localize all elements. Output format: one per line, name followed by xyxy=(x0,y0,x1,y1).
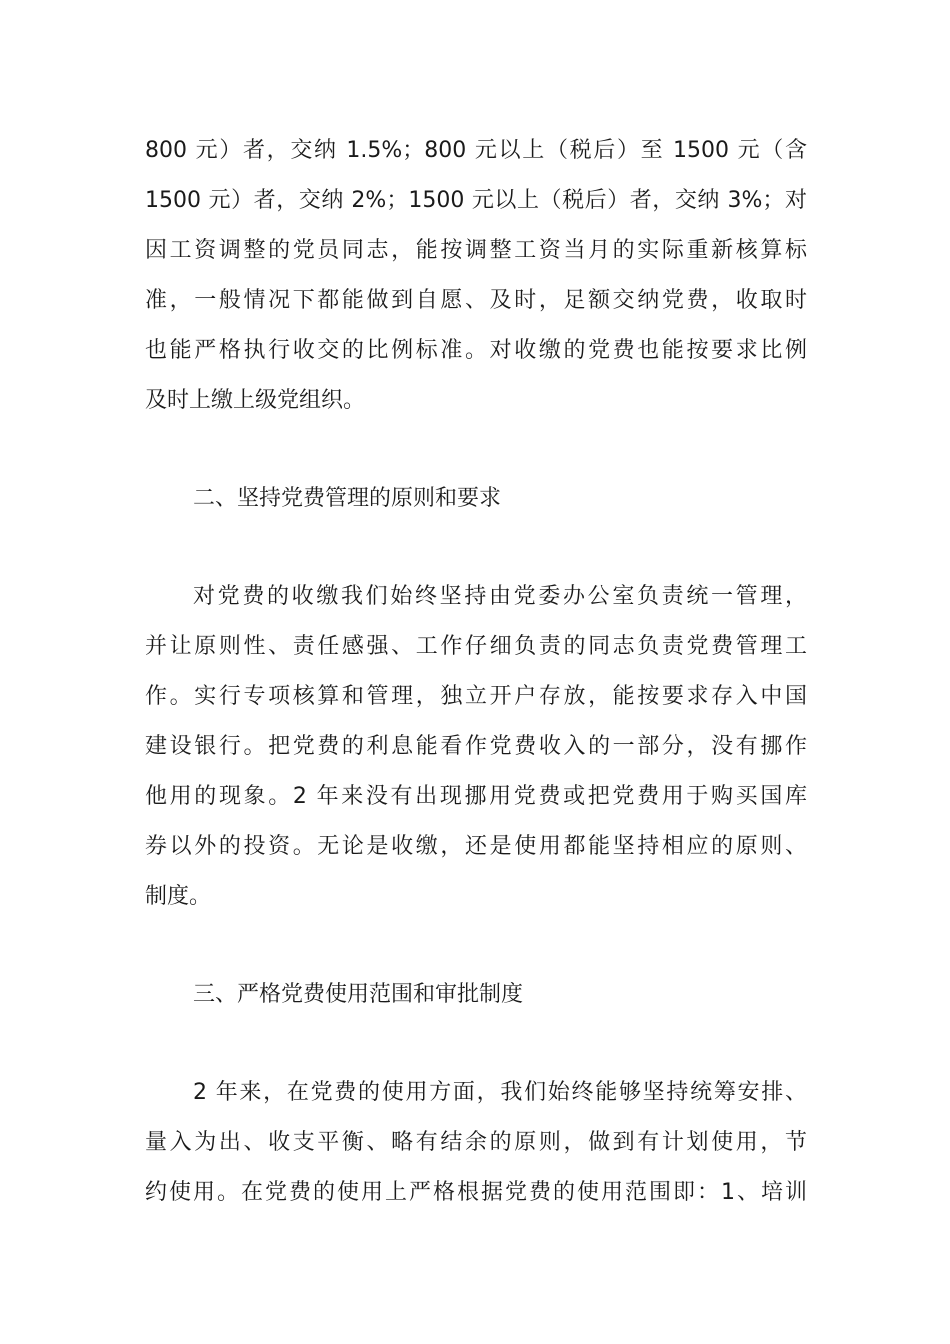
text-line: 约使用。在党费的使用上严格根据党费的使用范围即：1、培训 xyxy=(145,1180,807,1205)
document-body xyxy=(145,126,807,1218)
section-heading-principles: 二、坚持党费管理的原则和要求 xyxy=(193,486,502,511)
section-heading-usage-scope: 三、严格党费使用范围和审批制度 xyxy=(193,982,524,1007)
paragraph-dues-management xyxy=(145,572,807,922)
text-line: 1500 元）者，交纳 2%；1500 元以上（税后）者，交纳 3%；对 xyxy=(145,188,807,213)
text-line: 制度。 xyxy=(145,884,212,909)
text-line: 2 年来，在党费的使用方面，我们始终能够坚持统筹安排、 xyxy=(193,1080,807,1105)
text-line: 因工资调整的党员同志，能按调整工资当月的实际重新核算标 xyxy=(145,238,807,263)
paragraph-dues-usage xyxy=(145,1068,807,1218)
text-line: 券以外的投资。无论是收缴，还是使用都能坚持相应的原则、 xyxy=(145,834,807,859)
text-line: 准，一般情况下都能做到自愿、及时，足额交纳党费，收取时 xyxy=(145,288,807,313)
paragraph-dues-standards xyxy=(145,126,807,426)
text-line: 800 元）者，交纳 1.5%；800 元以上（税后）至 1500 元（含 xyxy=(145,138,807,163)
text-line: 对党费的收缴我们始终坚持由党委办公室负责统一管理， xyxy=(193,584,807,609)
text-line: 并让原则性、责任感强、工作仔细负责的同志负责党费管理工 xyxy=(145,634,807,659)
text-line: 建设银行。把党费的利息能看作党费收入的一部分，没有挪作 xyxy=(145,734,807,759)
text-line: 也能严格执行收交的比例标准。对收缴的党费也能按要求比例 xyxy=(145,338,807,363)
text-line: 作。实行专项核算和管理，独立开户存放，能按要求存入中国 xyxy=(145,684,807,709)
text-line: 及时上缴上级党组织。 xyxy=(145,388,366,413)
text-line: 量入为出、收支平衡、略有结余的原则，做到有计划使用，节 xyxy=(145,1130,807,1155)
text-line: 他用的现象。2 年来没有出现挪用党费或把党费用于购买国库 xyxy=(145,784,807,809)
